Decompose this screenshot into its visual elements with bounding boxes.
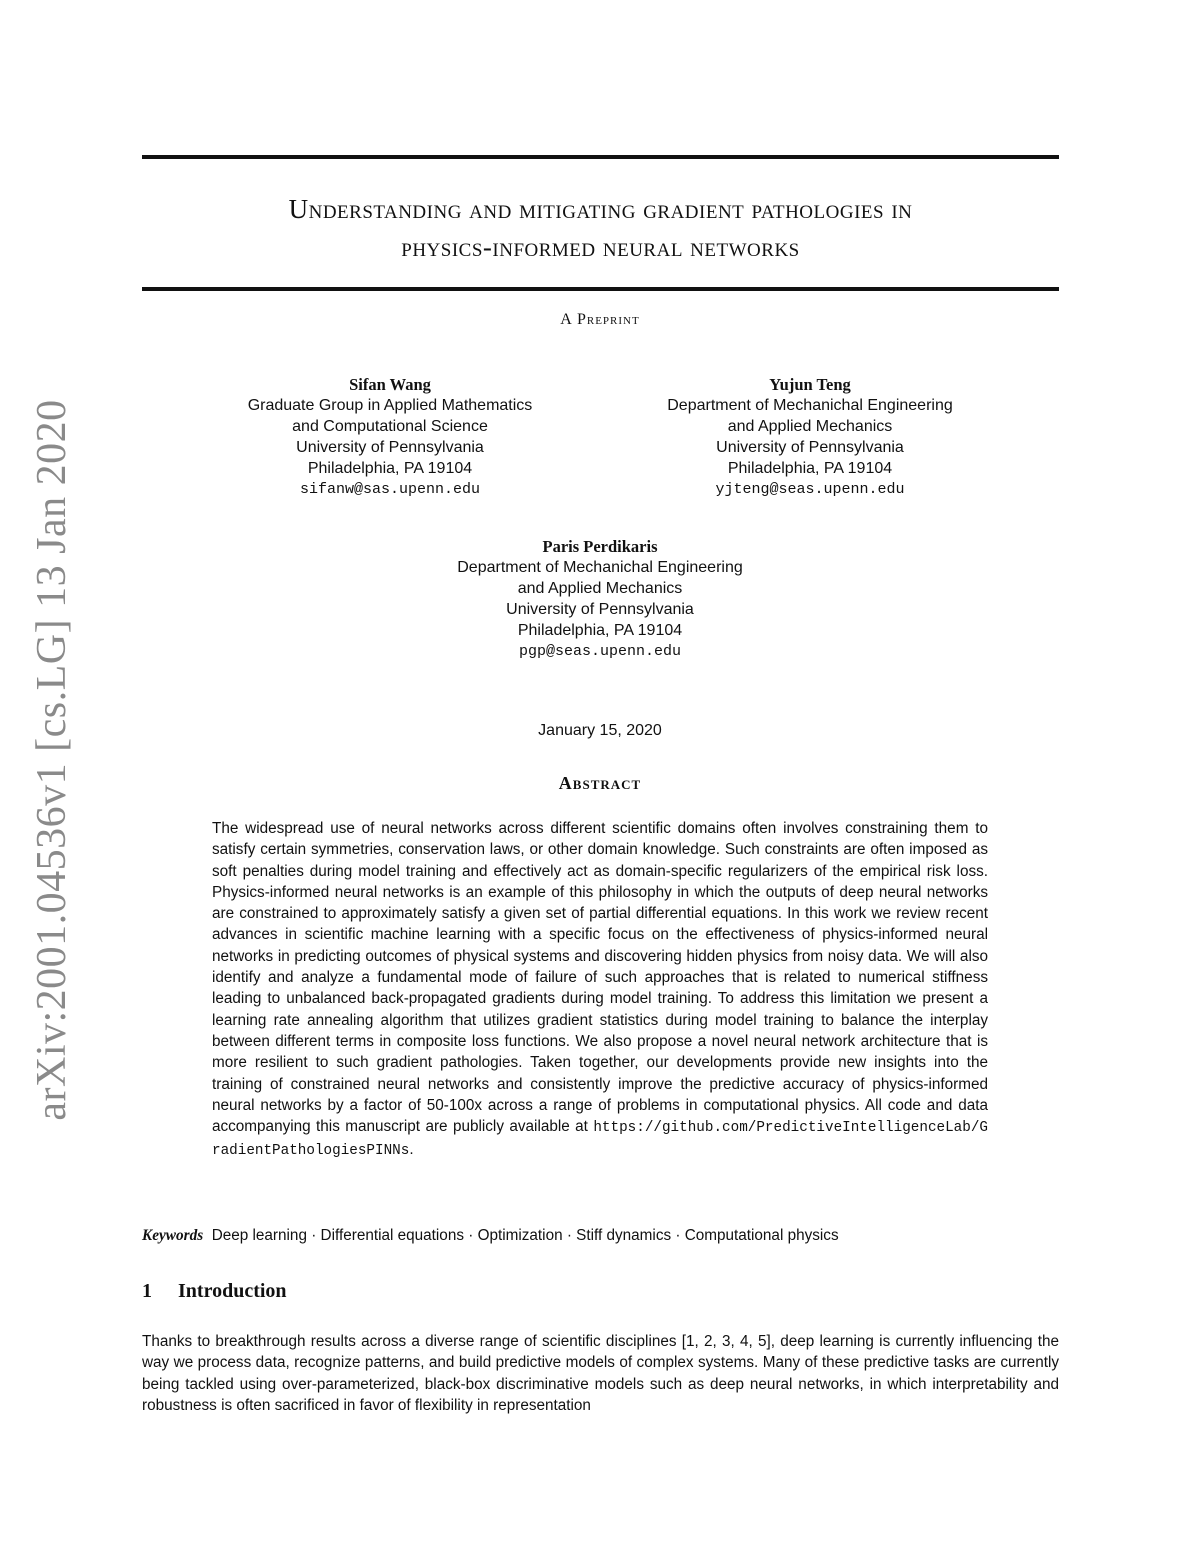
author-name: Yujun Teng (769, 375, 851, 394)
arxiv-stamp: arXiv:2001.04536v1 [cs.LG] 13 Jan 2020 (29, 399, 75, 1121)
affiliation-line: Philadelphia, PA 19104 (517, 622, 683, 639)
keywords-line (142, 1227, 1059, 1245)
affiliation-line: Department of Mechanichal Engineering (667, 397, 953, 414)
author-email: pgp@seas.upenn.edu (518, 643, 682, 660)
title-line-2: physics-informed neural networks (401, 232, 800, 262)
section-number: 1 (142, 1280, 152, 1302)
section-heading (142, 1280, 287, 1303)
keywords-list: Deep learning · Differential equations · Optimization · Stiff dynamics · Computational physics (211, 1227, 839, 1244)
preprint-label: A Preprint (560, 311, 640, 328)
affiliation-line: and Applied Mechanics (517, 580, 683, 597)
abstract-heading: Abstract (558, 773, 642, 793)
affiliation-line: Philadelphia, PA 19104 (307, 460, 473, 477)
author-block (400, 536, 800, 662)
title-rule-top (142, 155, 1059, 159)
author-block (610, 374, 1010, 500)
paper-title (142, 190, 1059, 266)
paper-date: January 15, 2020 (538, 722, 662, 739)
author-email: sifanw@sas.upenn.edu (299, 481, 481, 498)
abstract-body (212, 818, 988, 1163)
title-line-1: Understanding and mitigating gradient pathologies in (288, 194, 913, 224)
abstract-text: The widespread use of neural networks across different scientific domains often involves constraining them to satisfy certain symmetries, conservation laws, or other domain knowledge. Such constraints are often imposed as soft penalties during model training and effectively act as domain-specific regularizers of the empirical risk loss. Physics-informed neural networks is an example of this philosophy in which the outputs of deep neural networks are constrained to approximately satisfy a given set of partial differential equations. In this work we review recent advances in scientific machine learning with a specific focus on the effectiveness of physics-informed neural networks in predicting outcomes of physical systems and discovering hidden physics from noisy data. We will also identify and analyze a fundamental mode of failure of such approaches that is related to numerical stiffness leading to unbalanced back-propagated gradients during model training. To address this limitation we present a learning rate annealing algorithm that utilizes gradient statistics during model training to balance the interplay between different terms in composite loss functions. We also propose a novel neural network architecture that is more resilient to such gradient pathologies. Taken together, our developments provide new insights into the training of constrained neural networks and consistently improve the predictive accuracy of physics-informed neural networks by a factor of 50-100x across a range of problems in computational physics. All code and data accompanying this manuscript are publicly available at (212, 820, 988, 1136)
keywords-label: Keywords (142, 1227, 204, 1244)
affiliation-line: and Computational Science (292, 418, 488, 435)
affiliation-line: Department of Mechanichal Engineering (457, 559, 743, 576)
author-email: yjteng@seas.upenn.edu (715, 481, 905, 498)
affiliation-line: University of Pennsylvania (716, 439, 904, 456)
author-name: Sifan Wang (349, 375, 431, 394)
code-url-link[interactable]: https://github.com/PredictiveIntelligenceLab/GradientPathologiesPINNs (212, 1120, 989, 1160)
affiliation-line: and Applied Mechanics (727, 418, 893, 435)
author-name: Paris Perdikaris (542, 537, 658, 556)
abstract-end: . (409, 1141, 414, 1159)
affiliation-line: University of Pennsylvania (296, 439, 484, 456)
affiliation-line: Philadelphia, PA 19104 (727, 460, 893, 477)
affiliation-line: University of Pennsylvania (506, 601, 694, 618)
introduction-paragraph: Thanks to breakthrough results across a diverse range of scientific disciplines [1, 2, 3, 4, 5], deep learning is currently influencing the way we process data, recognize patterns, and build predictive models of complex systems. Many of these predictive tasks are currently being tackled using over-parameterized, black-box discriminative models such as deep neural networks, in which interpretability and robustness is often sacrificed in favor of flexibility in representation (142, 1333, 1059, 1414)
title-rule-bottom (142, 287, 1059, 291)
author-block (190, 374, 590, 500)
affiliation-line: Graduate Group in Applied Mathematics (247, 397, 533, 414)
section-title: Introduction (178, 1280, 287, 1302)
